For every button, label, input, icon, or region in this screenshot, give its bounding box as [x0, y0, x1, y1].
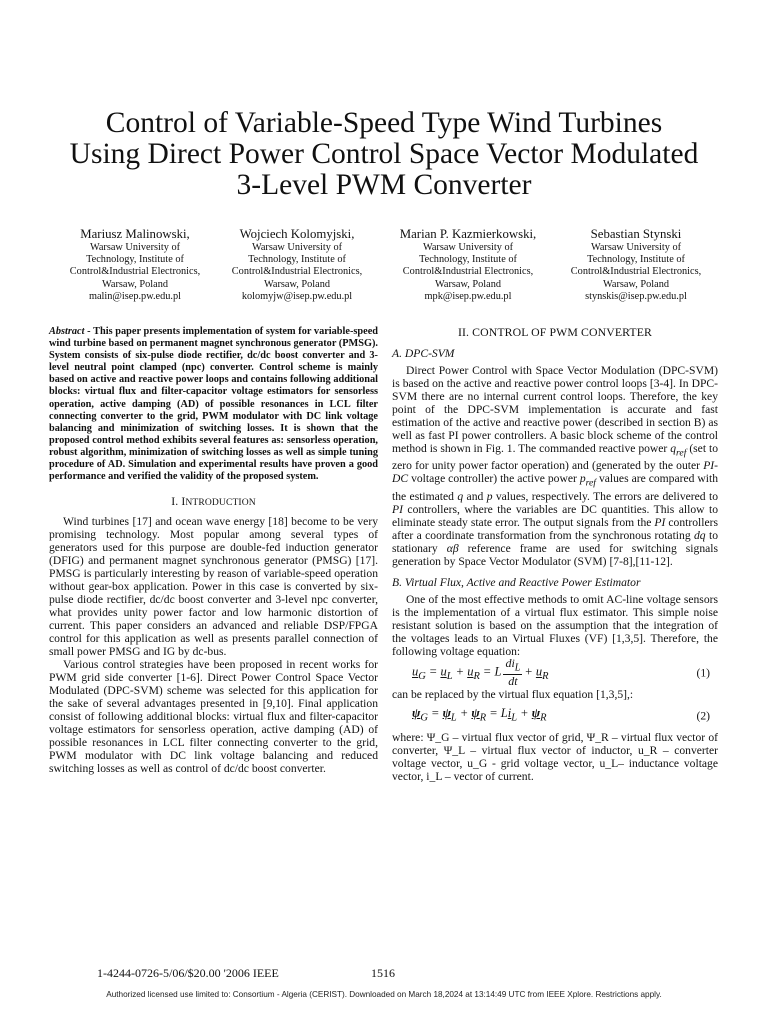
equation-number: (2) [696, 709, 710, 723]
title-line: Using Direct Power Control Space Vector Modulated [69, 138, 699, 170]
author-email: malin@isep.pw.edu.pl [88, 290, 182, 302]
section-heading-control: II. CONTROL OF PWM CONVERTER [457, 325, 652, 339]
copyright-line: 1-4244-0726-5/06/$20.00 '2006 IEEE [97, 966, 279, 980]
author-location: Warsaw, Poland [102, 278, 168, 290]
equation-1: $u_G = u_L + u_R = L$ $\frac{di_L}{dt}$ + $u_R$ (1) [412, 655, 710, 689]
dpc-svm-paragraph: Direct Power Control with Space Vector Modulation (DPC-SVM) is based on the active and reactive power control loops [3-4]. In DPC-SVM there are no internal current control loops. Therefore, the key point of the DPC-SVM implementation is accurate and fast estimation of the active and reactive power (described in section B) as well as fast PI power controllers. A basic block scheme of the control method is shown in Fig. 1. The commanded reactive power $q_{ref}$ (set to zero for unity power factor operation) and (generated by the outer PI-DC voltage controller) the active power $p_{ref}$ values are compared with the estimated q and p values, respectively. The errors are delivered to PI controllers, where the variables are DC quantities. This allow to eliminate steady state error. The output signals from the PI controllers after a coordinate transformation from the synchronous rotating dq to stationary αβ reference frame are used for switching signals generation by Space Vector Modulator (SVM) [7-8],[11-12]. [392, 364, 718, 568]
author-affiliation: Control&Industrial Electronics, [570, 266, 702, 278]
author-card [551, 227, 721, 303]
license-notice: Authorized licensed use limited to: Consortium - Algeria (CERIST). Downloaded on March 18,2024 at 13:14:49 UTC from IEEE Xplore. Restrictions apply. [106, 990, 662, 999]
equation-number: (1) [696, 666, 710, 680]
author-affiliation: Warsaw University of [590, 242, 682, 253]
paper-title [40, 108, 728, 201]
author-affiliation: Control&Industrial Electronics, [69, 266, 201, 278]
intro-paragraph: Wind turbines [17] and ocean wave energy [18] become to be very promising technology. Most popular among several types of generators used for this purpose are double-fed induction generator (DFIG) and permanent magnet synchronous generator (PMSG) [17]. PMSG is particularly interesting by reason of variable-speed operation without gear-box application. Power in this case is converted by six-pulse diode rectifier, dc/dc boost converter and 3-level npc converter, what provides unity power factor and low harmonic distortion of current. This paper considers an advanced and reliable DSP/FPGA control for this application as well as presents parallel connection of small power PMSG and IG by dc-bus. [49, 515, 378, 659]
author-card [383, 227, 553, 303]
author-affiliation: Technology, Institute of [86, 254, 184, 266]
author-email: stynskis@isep.pw.edu.pl [585, 290, 687, 302]
author-name: Mariusz Malinowski, [80, 227, 190, 241]
title-line: 3-Level PWM Converter [236, 169, 532, 201]
left-column [49, 326, 378, 775]
author-location: Warsaw, Poland [435, 278, 501, 290]
right-column [392, 326, 718, 783]
author-location: Warsaw, Poland [264, 278, 330, 290]
author-card [50, 227, 220, 303]
equation-connector-text: can be replaced by the virtual flux equation [1,3,5],: [392, 687, 634, 701]
abstract [49, 326, 378, 483]
intro-paragraph: Various control strategies have been proposed in recent works for PWM grid side converter [1-6]. Direct Power Control Space Vector Modulated (DPC-SVM) scheme was selected for this application for the sake of several advantages presented in [9,10]. Final application consist of following additional blocks: virtual flux and filter-capacitor voltage estimators for sensorless operation, active damping (AD) of possible resonances in LCL filter connecting converter to the grid, PWM modulator with DC link voltage balancing and reduced switching losses as well as control of dc/dc boost converter. [49, 658, 378, 776]
subsection-heading-virtual-flux: B. Virtual Flux, Active and Reactive Power Estimator [392, 575, 641, 589]
author-affiliation: Control&Industrial Electronics, [402, 266, 534, 278]
author-block [40, 227, 728, 312]
equation-2: $\psi_G = \psi_L + \psi_R = Li_L + \psi_R$ (2) [412, 705, 710, 724]
abstract-label: Abstract [49, 326, 85, 337]
page-number: 1516 [371, 966, 395, 980]
author-affiliation: Technology, Institute of [419, 254, 517, 266]
abstract-text: - This paper presents implementation of system for variable-speed wind turbine based on permanent magnet synchronous generator (PMSG). System consists of six-pulse diode rectifier, dc/dc boost converter and 3-level neutral point clamped (npc) converter. Control scheme is mainly based on active and reactive power loops and contains following additional blocks: virtual flux and filter-capacitor voltage estimators for sensorless operation, active damping (AD) of possible resonances in LCL filter connecting converter to the grid, PWM modulator with DC link voltage balancing and minimization of switching losses. It is shown that the proposed control method exhibits several features as: sensorless operation, robust algorithm, minimization of switching losses as well as simple tuning procedure of AD. Simulation and experimental results have proven a good performance and verified the validity of the proposed system. [49, 326, 378, 483]
author-affiliation: Warsaw University of [251, 242, 343, 253]
author-affiliation: Technology, Institute of [587, 254, 685, 266]
author-name: Sebastian Stynski [590, 227, 682, 241]
author-email: mpk@isep.pw.edu.pl [424, 290, 512, 302]
variable-definitions: where: Ψ_G – virtual flux vector of grid, Ψ_R – virtual flux vector of converter, Ψ_L – virtual flux vector of inductor, u_R – converter voltage vector, u_G - grid voltage vector, u_L– inductance voltage vector, i_L – vector of current. [392, 730, 718, 783]
author-affiliation: Technology, Institute of [248, 254, 346, 266]
author-affiliation: Control&Industrial Electronics, [231, 266, 363, 278]
author-name: Wojciech Kolomyjski, [239, 227, 355, 241]
author-name: Marian P. Kazmierkowski, [399, 227, 537, 241]
author-card [212, 227, 382, 303]
author-email: kolomyjw@isep.pw.edu.pl [241, 290, 353, 302]
title-line: Control of Variable-Speed Type Wind Turbines [105, 107, 663, 139]
subsection-heading-dpc-svm: A. DPC-SVM [392, 347, 455, 360]
section-heading-introduction: I. INTRODUCTION [171, 494, 256, 509]
author-affiliation: Warsaw University of [422, 242, 514, 253]
virtual-flux-paragraph: One of the most effective methods to omit AC-line voltage sensors is the implementation of a virtual flux estimator. This simple noise resistant solution is based on the assumption that the integration of the voltages leads to an Virtual Fluxes (VF) [1,3,5]. Therefore, the following voltage equation: [392, 592, 718, 658]
author-location: Warsaw, Poland [603, 278, 669, 290]
author-affiliation: Warsaw University of [89, 242, 181, 253]
